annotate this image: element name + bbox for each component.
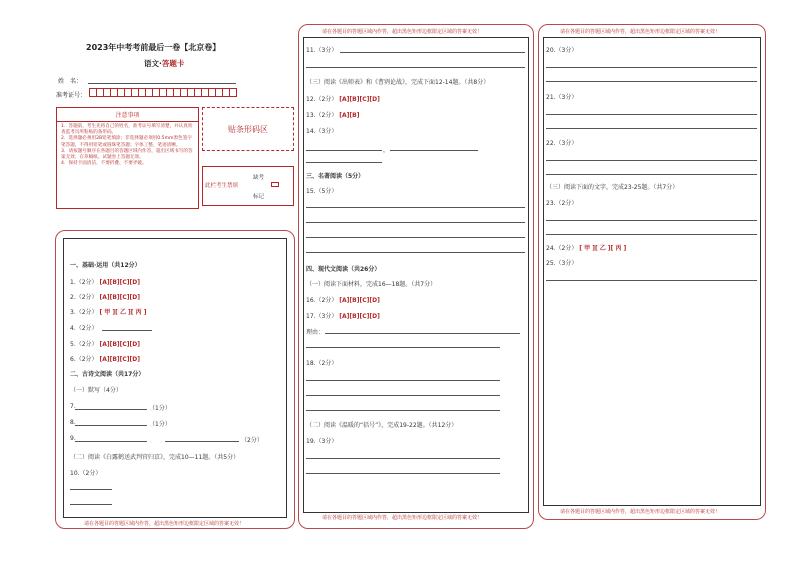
answer-line-18c[interactable] xyxy=(306,410,500,411)
question-15: 15.（5分） xyxy=(306,188,338,195)
question-13[interactable]: 13.（2分） [A][B] xyxy=(306,112,360,119)
answer-line-19a[interactable] xyxy=(306,458,500,459)
reason-label: 理由： xyxy=(306,329,325,336)
question-21: 21.（3分） xyxy=(546,94,578,101)
question-23: 23.（2分） xyxy=(546,200,578,207)
question-12[interactable]: 12.（2分） [A][B][C][D] xyxy=(306,96,380,103)
name-field[interactable] xyxy=(88,83,236,84)
subsection-text: （三）阅读下面的文字，完成23-25题。（共7分） xyxy=(546,184,679,191)
question-25: 25.（3分） xyxy=(546,260,578,267)
absent-label: 此栏考生禁填 xyxy=(205,183,239,189)
answer-line-14b[interactable] xyxy=(390,150,478,151)
barcode-area: 贴条形码区 xyxy=(202,107,294,151)
section-3-heading: 三、名著阅读（5分） xyxy=(306,173,365,180)
warning-footer-3: 请在各题目的答题区域内作答，超出黑色矩形边框限定区域的答案无效！ xyxy=(560,509,721,515)
answer-line-22a[interactable] xyxy=(546,160,757,161)
answer-line-15c[interactable] xyxy=(306,237,525,238)
question-17[interactable]: 17.（3分） [A][B][C][D] xyxy=(306,313,380,320)
answer-line-19b[interactable] xyxy=(306,473,500,474)
answer-line-10a[interactable] xyxy=(70,489,112,490)
question-7: 7. xyxy=(70,403,76,410)
answer-line-23b[interactable] xyxy=(546,234,757,235)
question-9-score: （2分） xyxy=(241,437,263,444)
answer-line-15a[interactable] xyxy=(306,207,525,208)
question-7-score: （1分） xyxy=(149,405,171,412)
answer-line-11a[interactable] xyxy=(340,52,525,53)
exam-no-label: 准考证号： xyxy=(56,92,87,99)
question-5[interactable]: 5.（2分） [A][B][C][D] xyxy=(70,341,141,348)
warning-footer-2: 请在各题目的答题区域内作答，超出黑色矩形边框限定区域的答案无效！ xyxy=(322,515,483,521)
question-2[interactable]: 2.（2分） [A][B][C][D] xyxy=(70,294,141,301)
answer-comma: ， xyxy=(383,147,390,154)
notice-item: 2．选择题必须用2B铅笔填涂；非选择题必须用0.5mm黑色签字笔答题，不得用铅笔或圆珠笔答题；字体工整、笔迹清晰。 xyxy=(61,136,192,148)
absent-box xyxy=(202,166,294,206)
question-1[interactable]: 1.（2分） [A][B][C][D] xyxy=(70,279,141,286)
answer-line-14a[interactable] xyxy=(306,150,382,151)
warning-footer-1: 请在各题目的答题区域内作答，超出黑色矩形边框限定区域的答案无效！ xyxy=(84,521,245,527)
answer-line-15d[interactable] xyxy=(306,252,525,253)
answer-line-21a[interactable] xyxy=(546,114,757,115)
answer-line-25a[interactable] xyxy=(546,280,757,281)
question-9: 9. xyxy=(70,435,76,442)
section-2-heading: 二、古诗文阅读（共17分） xyxy=(70,371,145,378)
section-1-heading: 一、基础·运用（共12分） xyxy=(70,262,141,269)
warning-header-3: 请在各题目的答题区域内作答，超出黑色矩形边框限定区域的答案无效！ xyxy=(560,29,721,35)
answer-line-21b[interactable] xyxy=(546,128,757,129)
question-8-score: （1分） xyxy=(149,421,171,428)
question-8: 8. xyxy=(70,419,76,426)
answer-line-11b[interactable] xyxy=(306,67,525,68)
subsection-dictation: （一）默写（4分） xyxy=(70,387,122,394)
section-4-heading: 四、现代文阅读（共26分） xyxy=(306,266,381,273)
notice-item: 3．请按题号顺序在各题目的答题区域内作答，超出区域书写的答案无效；在草稿纸、试题卷上答题无效。 xyxy=(61,148,193,161)
question-18: 18.（2分） xyxy=(306,360,338,367)
answer-line-22b[interactable] xyxy=(546,174,757,175)
question-14: 14.（3分） xyxy=(306,128,338,135)
question-10: 10.（2分） xyxy=(70,470,102,477)
answer-line-8[interactable] xyxy=(75,425,147,426)
answer-line-4[interactable] xyxy=(102,330,152,331)
question-11: 11.（3分） xyxy=(306,47,338,54)
answer-line-18a[interactable] xyxy=(306,380,500,381)
subsection-kuohao: （二）阅读《温暖的“括号”》，完成19-22题。（共12分） xyxy=(306,422,458,429)
answer-line-17b[interactable] xyxy=(306,347,500,348)
answer-line-20b[interactable] xyxy=(546,81,757,82)
absent-mark1: 缺考 xyxy=(253,175,265,181)
subtitle-prefix: 语文· xyxy=(144,59,162,68)
answer-box-3 xyxy=(543,37,761,506)
notice-item: 1．答题前，考生先将自己的姓名，准考证号填写清楚，并认真检查监考员所粘贴的条形码。 xyxy=(61,124,193,136)
answer-line-9b[interactable] xyxy=(165,441,239,442)
question-19: 19.（3分） xyxy=(306,438,338,445)
answer-line-14c[interactable] xyxy=(306,162,382,163)
subsection-poem: （二）阅读《白露鹤送武判官归京》，完成10—11题。（共5分） xyxy=(70,454,240,461)
notice-box xyxy=(56,107,199,209)
warning-header-2: 请在各题目的答题区域内作答，超出黑色矩形边框限定区域的答案无效！ xyxy=(322,29,483,35)
answer-line-23a[interactable] xyxy=(546,220,757,221)
answer-line-9a[interactable] xyxy=(75,441,147,442)
page-title: 2023年中考考前最后一卷【北京卷】 xyxy=(86,43,221,52)
exam-no-boxes[interactable] xyxy=(89,88,236,97)
answer-line-15b[interactable] xyxy=(306,222,525,223)
page-subtitle xyxy=(144,58,184,69)
subsection-chushibiao: （三）阅读《出师表》和《曹刿论战》，完成下面12-14题。（共8分） xyxy=(306,79,490,86)
question-20: 20.（3分） xyxy=(546,47,578,54)
subtitle-suffix: 答题卡 xyxy=(161,59,185,68)
answer-line-10b[interactable] xyxy=(70,504,112,505)
question-4: 4.（2分） xyxy=(70,325,98,332)
name-label: 姓 名： xyxy=(58,78,83,85)
question-3[interactable]: 3.（2分） [ 甲 ][ 乙 ][ 丙 ] xyxy=(70,309,147,316)
question-6[interactable]: 6.（2分） [A][B][C][D] xyxy=(70,356,141,363)
absent-mark2: 标记 xyxy=(253,194,265,200)
question-22: 22.（3分） xyxy=(546,140,578,147)
answer-line-7[interactable] xyxy=(75,409,147,410)
answer-line-20a[interactable] xyxy=(546,67,757,68)
answer-line-18b[interactable] xyxy=(306,395,500,396)
notice-title: 注意事项 xyxy=(57,108,198,122)
notice-item: 4．保持卡面清洁，不要折叠、不要弄破。 xyxy=(61,161,147,167)
question-16[interactable]: 16.（2分） [A][B][C][D] xyxy=(306,297,380,304)
absent-checkbox[interactable] xyxy=(271,182,279,187)
subsection-material: （一）阅读下面材料，完成16—18题。（共7分） xyxy=(306,281,437,288)
answer-line-17a[interactable] xyxy=(325,333,520,334)
question-24[interactable]: 24.（2分） [ 甲 ][ 乙 ][ 丙 ] xyxy=(546,245,627,252)
